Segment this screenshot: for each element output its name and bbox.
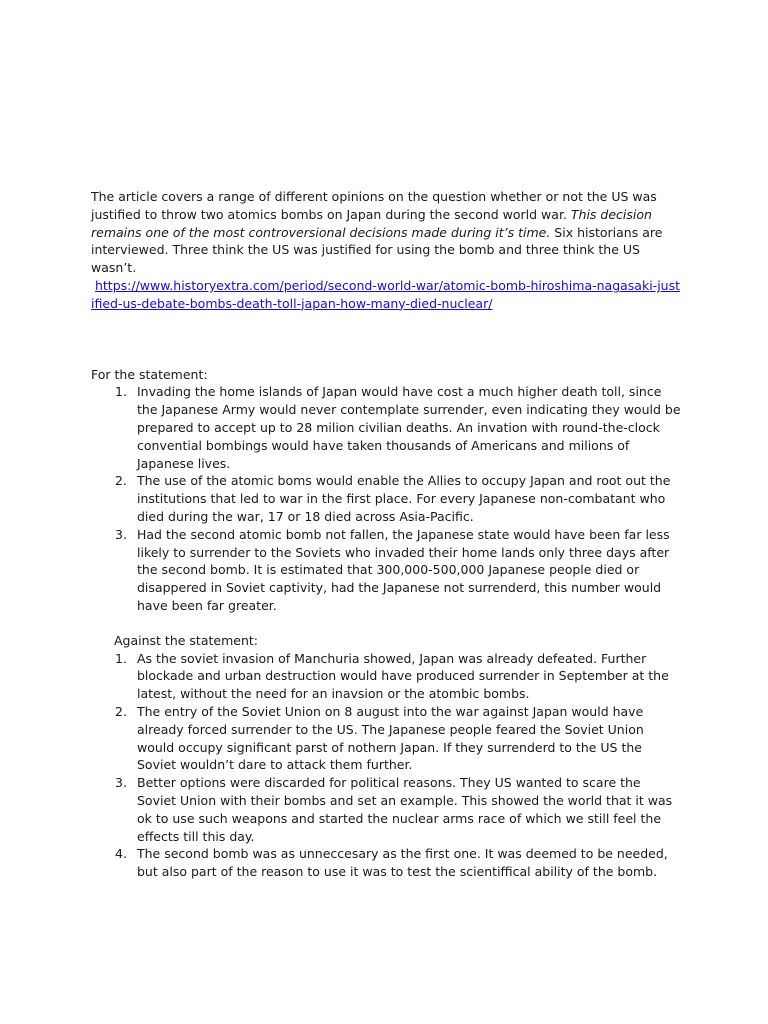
intro-text-end: Six historians are interviewed. Three think the US was justified for using the bomb and three think the US wasn’t. xyxy=(91,224,663,276)
list-item xyxy=(91,703,681,774)
list-item xyxy=(91,383,681,472)
list-number: 2. xyxy=(115,703,127,719)
list-item xyxy=(91,845,681,881)
list-item xyxy=(91,774,681,845)
list-number: 4. xyxy=(115,846,127,862)
intro-paragraph xyxy=(91,188,681,313)
list-number: 2. xyxy=(115,473,127,489)
list-number: 3. xyxy=(115,526,127,542)
list-number: 3. xyxy=(115,775,127,791)
list-item xyxy=(91,650,681,703)
against-statement-heading: Against the statement: xyxy=(114,632,258,648)
list-item-text: Had the second atomic bomb not fallen, the Japanese state would have been far less likely to surrender to the Soviets who invaded their home lands only three days after the second bomb. It is estimated that 300,000-500,000 Japanese people died or disappered in Soviet captivity, had the Japanese not surrenderd, this number would have been far greater. xyxy=(137,526,670,613)
against-statement-list xyxy=(91,650,681,881)
for-statement-list xyxy=(91,383,681,614)
list-item-text: As the soviet invasion of Manchuria showed, Japan was already defeated. Further blockade and urban destruction would have produced surrender in September at the latest, without the need for an inavsion or the atombic bombs. xyxy=(137,650,669,702)
list-item-text: Invading the home islands of Japan would have cost a much higher death toll, since the Japanese Army would never contemplate surrender, even indicating they would be prepared to accept up to 28 milion civilian deaths. An invation with round-the-clock convential bombings would have taken thousands of Americans and milions of Japanese lives. xyxy=(137,384,681,471)
source-link-line xyxy=(91,277,681,313)
list-number: 1. xyxy=(115,650,127,666)
list-item-text: The entry of the Soviet Union on 8 august into the war against Japan would have already forced surrender to the US. The Japanese people feared the Soviet Union would occupy significant parst of nothern Japan. If they surrenderd to the US the Soviet wouldn’t dare to attack them further. xyxy=(137,703,644,773)
list-item xyxy=(91,526,681,615)
document-page xyxy=(91,188,681,881)
intro-text-start: The article covers a range of different opinions on the question whether or not the US was justified to throw two atomics bombs on Japan during the second world war. xyxy=(91,189,657,222)
list-item xyxy=(91,472,681,525)
source-link[interactable]: https://www.historyextra.com/period/second-world-war/atomic-bomb-hiroshima-nagasaki-justified-us-debate-bombs-death-toll-japan-how-many-died-nuclear/ xyxy=(91,277,681,311)
list-number: 1. xyxy=(115,384,127,400)
list-item-text: The use of the atomic boms would enable the Allies to occupy Japan and root out the institutions that led to war in the first place. For every Japanese non-combatant who died during the war, 17 or 18 died across Asia-Pacific. xyxy=(137,473,671,524)
for-statement-heading: For the statement: xyxy=(91,366,208,382)
list-item-text: The second bomb was as unneccesary as the first one. It was deemed to be needed, but also part of the reason to use it was to test the scientiffical ability of the bomb. xyxy=(137,846,668,880)
intro-text xyxy=(91,188,681,277)
list-item-text: Better options were discarded for political reasons. They US wanted to scare the Soviet Union with their bombs and set an example. This showed the world that it was ok to use such weapons and started the nuclear arms race of which we still feel the effects till this day. xyxy=(137,775,673,844)
intro-italic-quote: This decision remains one of the most controversional decisions made during it’s time. xyxy=(91,206,652,240)
